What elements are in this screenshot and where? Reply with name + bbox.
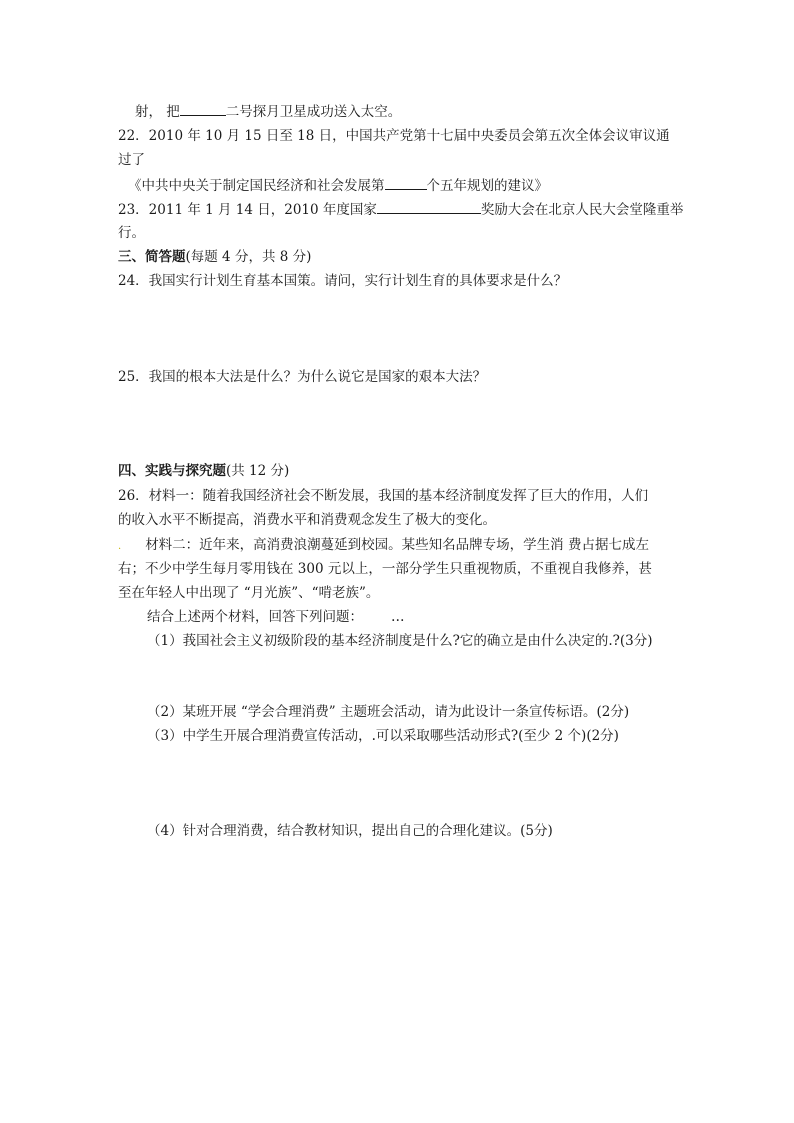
section3-heading — [118, 248, 311, 266]
q21-line — [135, 102, 401, 121]
section4-title: 四、实践与探究题 — [118, 463, 226, 479]
q21-blank — [180, 102, 226, 116]
q22-line3 — [128, 176, 548, 195]
q23-line2: 行。 — [118, 225, 145, 241]
section3-title: 三、简答题 — [118, 249, 186, 265]
q26-sub4: （4）针对合理消费，结合教材知识，提出自己的合理化建议。(5分) — [147, 823, 553, 839]
section4-note: (共 12 分) — [226, 463, 290, 479]
q26-prompt-mark: … — [391, 609, 405, 625]
q21-suffix: 二号探月卫星成功送入太空。 — [225, 104, 402, 120]
q22-line2: 过了 — [118, 152, 145, 168]
q22-line3-suffix: 个五年规划的建议》 — [426, 178, 548, 194]
q23-blank — [377, 200, 481, 214]
q25-text: 25．我国的根本大法是什么？为什么说它是国家的艰本大法？ — [118, 369, 487, 385]
section3-note: (每题 4 分，共 8 分) — [185, 249, 312, 265]
q23-line1-prefix: 23．2011 年 1 月 14 日，2010 年度国家 — [118, 202, 377, 218]
q26-sub1: （1）莪国社会主义初级阶段的基本经济制度是什么?它的确立是由什么决定的.?(3分) — [147, 633, 653, 649]
q22-blank — [385, 176, 427, 190]
q26-material2-line1 — [118, 536, 649, 556]
q26-material1-line2: 的收入水平不断提高，消费水平和消费观念发生了极大的变化。 — [118, 512, 496, 528]
q22-line1: 22．2010 年 10 月 15 日至 18 日，中国共产党第十七届中央委员会第五次全体会议审议通 — [118, 128, 670, 144]
q23-line1-suffix: 奖励大会在北京人民大会堂隆重举 — [480, 202, 684, 218]
q26-material2-line3: 至在年轻人中出现了 “月光族”、“啃老族”。 — [118, 585, 380, 601]
q26-sub3: （3）中学生开展合理消费宣传活动，.可以采取哪些活动形式?(至少 2 个)(2分) — [147, 728, 619, 744]
q26-material2-line2: 右；不少中学生每月零用钱在 300 元以上，一部分学生只重视物质，不重视自我修养，甚 — [118, 561, 652, 577]
q23-line1 — [118, 200, 683, 219]
q26-material1-line1: 26．材料一：随着我国经济社会不断发展，我国的基本经济制度发挥了巨大的作用，人们 — [118, 488, 649, 504]
q26-prompt-line — [147, 608, 405, 626]
stray-dot-icon: . — [118, 541, 122, 552]
q26-material2-line1-text: 材料二：近年来，高消费浪潮蔓延到校园。某些知名品牌专场，学生消 费占据七成左 — [145, 537, 649, 553]
q22-line3-prefix: 《中共中央关于制定国民经济和社会发展第 — [128, 178, 385, 194]
q26-sub2: （2）某班开展 “学会合理消费” 主题班会活动，请为此设计一条宣传标语。(2分) — [147, 704, 630, 720]
section4-heading — [118, 462, 289, 480]
q21-prefix: 射， 把 — [135, 104, 180, 120]
q24-text: 24．我国实行计划生育基本国策。请问，实行计划生育的具体要求是什么？ — [118, 273, 568, 289]
q26-prompt: 结合上述两个材料，回答下列问题： — [147, 609, 363, 625]
